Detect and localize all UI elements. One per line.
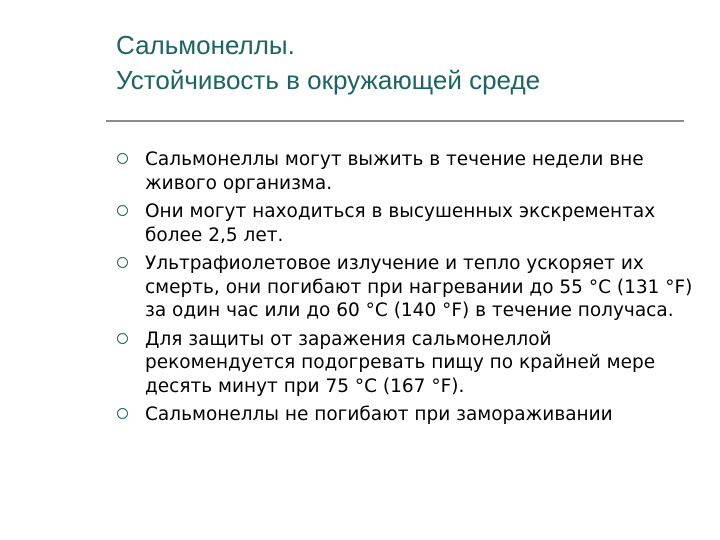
hollow-circle-icon: [117, 153, 128, 164]
bullet-item: [116, 200, 696, 247]
bullet-text: Сальмонеллы не погибают при замораживании: [145, 404, 613, 425]
bullet-item: [116, 403, 696, 427]
bullet-text: Для защиты от заражения сальмонеллой рекомендуется подогревать пищу по крайней мере десять минут при 75 °C (167 °F).: [145, 328, 656, 397]
bullet-text: Они могут находиться в высушенных экскрементах более 2,5 лет.: [145, 201, 656, 246]
slide-title-line-2: Устойчивость в окружающей среде: [116, 65, 541, 95]
bullet-item: [116, 252, 696, 323]
title-divider: [106, 120, 684, 122]
hollow-circle-icon: [117, 257, 128, 268]
slide-title-line-1: Сальмонеллы.: [116, 30, 295, 60]
slide-title: [116, 28, 696, 98]
hollow-circle-icon: [117, 408, 128, 419]
bullet-list: [116, 148, 696, 432]
hollow-circle-icon: [117, 205, 128, 216]
hollow-circle-icon: [117, 333, 128, 344]
bullet-text: Ультрафиолетовое излучение и тепло ускоряет их смерть, они погибают при нагревании до 55 °C (131 °F) за один час или до 60 °C (140 °F) в течение получаса.: [145, 253, 693, 321]
bullet-item: [116, 328, 696, 399]
bullet-text: Сальмонеллы могут выжить в течение недели вне живого организма.: [145, 149, 644, 194]
bullet-item: [116, 148, 696, 195]
